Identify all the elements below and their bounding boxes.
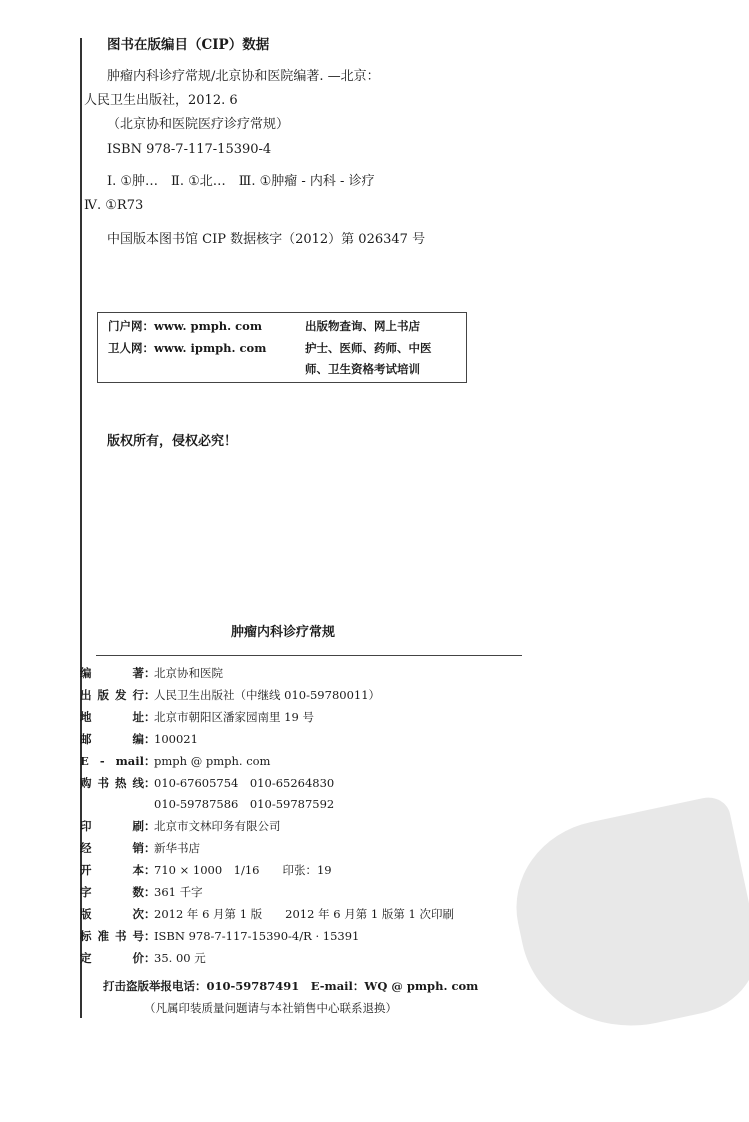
detail-colon: ： [144, 885, 156, 899]
detail-label: 标准书号 [80, 928, 144, 943]
cip-number: 中国版本图书馆 CIP 数据核字（2012）第 026347 号 [107, 232, 426, 247]
portal-description: 出版物查询、网上书店 [305, 319, 420, 333]
cip-line: 肿瘤内科诊疗常规/北京协和医院编著. —北京： [107, 69, 380, 84]
title-rule [96, 655, 522, 656]
detail-row [80, 841, 200, 856]
detail-colon: ： [144, 666, 156, 680]
detail-row [80, 863, 332, 878]
detail-row [80, 929, 359, 944]
detail-colon: ： [144, 731, 156, 746]
detail-label: 印刷 [80, 819, 144, 834]
detail-label: 编著 [80, 666, 144, 680]
detail-colon: ： [144, 950, 156, 965]
detail-value: 710 × 1000 1/16 印张：19 [154, 863, 332, 878]
cip-isbn: ISBN 978-7-117-15390-4 [107, 142, 272, 157]
piracy-hotline: 打击盗版举报电话：010-59787491 E-mail：WQ @ pmph. com [103, 979, 479, 993]
detail-colon [144, 797, 154, 812]
detail-colon: ： [144, 819, 156, 834]
detail-label: 邮编 [80, 731, 144, 746]
detail-colon: ： [144, 906, 156, 921]
detail-label: 版次 [80, 906, 144, 921]
detail-value: 010-67605754 010-65264830 [154, 775, 335, 790]
detail-colon: ： [144, 709, 156, 724]
detail-colon: ： [144, 841, 156, 856]
cip-line: Ⅳ. ①R73 [84, 198, 144, 213]
cip-line: Ⅰ. ①肿… Ⅱ. ①北… Ⅲ. ①肿瘤 - 内科 - 诊疗 [107, 174, 375, 189]
ipmph-description: 护士、医师、药师、中医 [305, 341, 432, 355]
detail-value: 北京市朝阳区潘家园南里 19 号 [154, 709, 314, 724]
detail-value: 2012 年 6 月第 1 版 2012 年 6 月第 1 版第 1 次印刷 [154, 906, 454, 921]
detail-row [80, 754, 270, 769]
detail-label: E - mail [80, 753, 144, 768]
portal-website: 门户网：www. pmph. com [108, 319, 263, 333]
detail-value: 35. 00 元 [154, 950, 206, 965]
copyright-notice: 版权所有，侵权必究！ [107, 434, 238, 449]
detail-value: 010-59787586 010-59787592 [154, 797, 335, 812]
detail-value: ISBN 978-7-117-15390-4/R · 15391 [154, 928, 360, 943]
detail-value: 北京协和医院 [154, 666, 223, 680]
detail-colon: ： [144, 775, 156, 790]
detail-row [80, 885, 203, 900]
detail-row [80, 776, 334, 791]
detail-label: 字数 [80, 885, 144, 899]
detail-label: 经销 [80, 841, 144, 856]
detail-label: 购书热线 [80, 775, 144, 790]
ipmph-description: 师、卫生资格考试培训 [305, 362, 420, 376]
detail-value: 人民卫生出版社（中继线 010-59780011） [154, 687, 381, 702]
detail-row [80, 951, 206, 966]
detail-row [80, 688, 380, 703]
detail-row [80, 732, 198, 747]
detail-label: 出版发行 [80, 687, 144, 702]
detail-value: 新华书店 [154, 841, 200, 856]
book-title: 肿瘤内科诊疗常规 [231, 625, 336, 640]
detail-value: 北京市文林印务有限公司 [154, 819, 281, 834]
detail-colon: ： [144, 863, 156, 878]
detail-label: 开本 [80, 863, 144, 878]
detail-row [80, 666, 223, 681]
detail-row [80, 907, 454, 922]
detail-row [80, 797, 334, 812]
detail-label: 地址 [80, 709, 144, 724]
cip-line: （北京协和医院医疗诊疗常规） [107, 117, 290, 132]
detail-value: 361 千字 [154, 885, 203, 899]
return-note: （凡属印装质量问题请与本社销售中心联系退换） [144, 1001, 397, 1015]
cip-heading: 图书在版编目（CIP）数据 [107, 37, 270, 53]
detail-colon: ： [144, 687, 156, 702]
cip-line: 人民卫生出版社，2012. 6 [84, 93, 238, 108]
ipmph-website: 卫人网：www. ipmph. com [108, 341, 267, 355]
website-box [97, 312, 467, 383]
detail-row [80, 710, 314, 725]
detail-value: pmph @ pmph. com [154, 753, 271, 768]
detail-colon: ： [144, 753, 156, 768]
detail-label: 定价 [80, 950, 144, 965]
detail-value: 100021 [154, 731, 198, 746]
detail-label [80, 797, 144, 812]
watermark-stamp [501, 793, 749, 1046]
detail-row [80, 819, 281, 834]
detail-colon: ： [144, 928, 156, 943]
